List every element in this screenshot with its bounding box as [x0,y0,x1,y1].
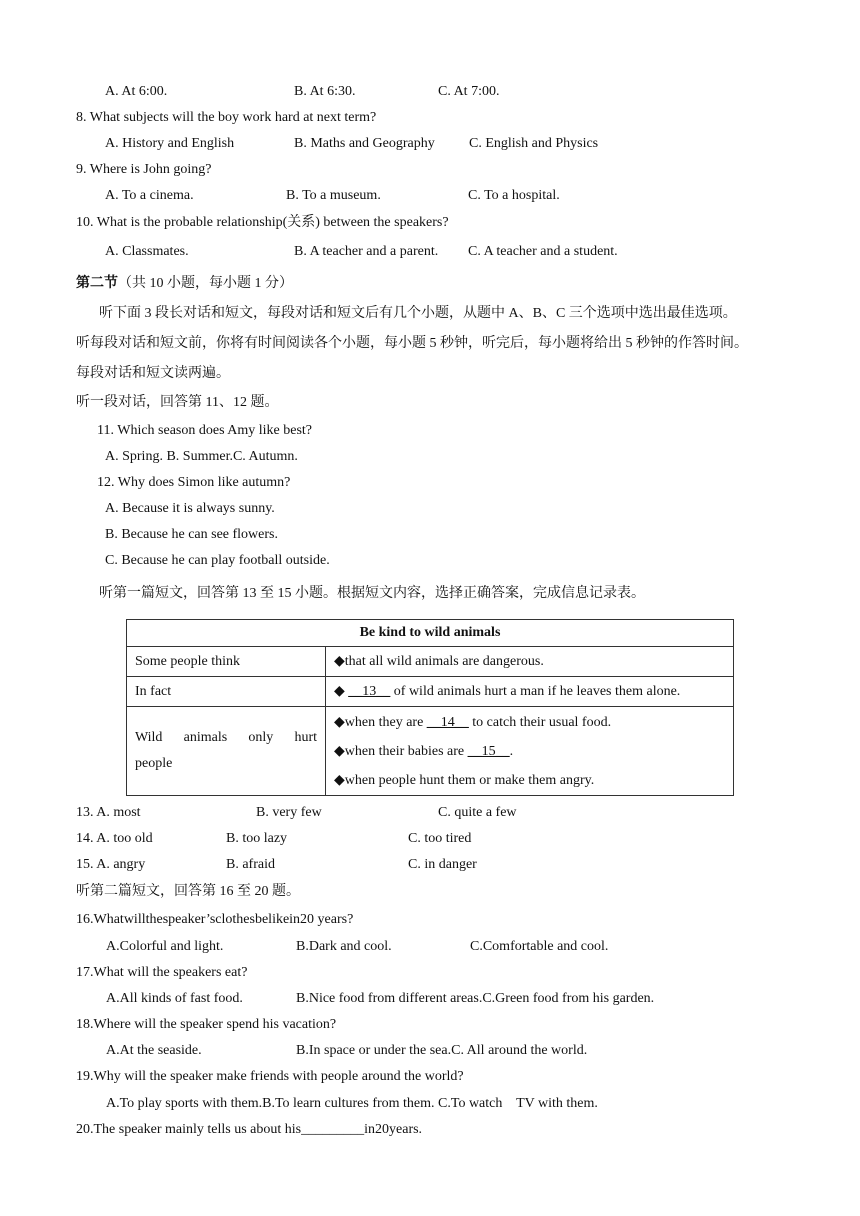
section-heading [76,276,293,292]
row2-bullet: ◆ [334,684,349,699]
q8-question: 8. What subjects will the boy work hard at next term? [76,110,377,125]
q16-option-c: C.Comfortable and cool. [470,939,609,954]
q14-option-c: C. too tired [408,831,472,846]
table-row3-value [326,707,734,796]
q12-question: 12. Why does Simon like autumn? [97,475,291,490]
q13-option-a: 13. A. most [76,805,141,820]
q19-question: 19.Why will the speaker make friends with people around the world? [76,1069,464,1084]
q7-option-b: B. At 6:30. [294,84,356,99]
instruction-line-1: 听下面 3 段长对话和短文，每段对话和短文后有几个小题，从题中 A、B、C 三个选项中选出最佳选项。 [99,306,737,321]
row3-b2-post: . [509,743,514,759]
row3-b1-post: to catch their usual food. [468,714,612,730]
q14-option-a: 14. A. too old [76,831,153,846]
q9-question: 9. Where is John going? [76,162,212,177]
row3-word-2: animals [183,730,228,745]
q16-question: 16.Whatwillthespeaker’sclothesbelikein20 years? [76,912,354,927]
q12-option-a: A. Because it is always sunny. [105,501,275,516]
q11-question: 11. Which season does Amy like best? [97,423,313,438]
row3-word-1: Wild [135,730,163,745]
q9-option-a: A. To a cinema. [105,188,194,203]
q10-option-a: A. Classmates. [105,244,189,259]
q17-option-bc: B.Nice food from different areas.C.Green food from his garden. [296,991,655,1006]
table-row1-value: ◆that all wild animals are dangerous. [326,647,734,677]
row3-label-line1 [135,725,317,751]
table-row2-label: In fact [127,677,326,707]
q12-option-b: B. Because he can see flowers. [105,527,278,542]
q17-option-a: A.All kinds of fast food. [106,991,243,1006]
q7-option-c: C. At 7:00. [438,84,500,99]
row3-label-line2: people [135,756,173,771]
q18-option-bc: B.In space or under the sea.C. All around the world. [296,1043,588,1058]
row3-word-3: only [248,730,274,745]
row3-bullet-1 [334,708,725,737]
q8-option-c: C. English and Physics [469,136,599,151]
q7-option-a: A. At 6:00. [105,84,168,99]
blank-15: __15__ [467,743,510,759]
q10-option-c: C. A teacher and a student. [468,244,618,259]
q9-option-b: B. To a museum. [286,188,381,203]
row3-b2-pre: ◆when their babies are [334,743,468,759]
q15-option-a: 15. A. angry [76,857,146,872]
passage2-intro: 听第二篇短文，回答第 16 至 20 题。 [76,884,300,899]
row2-text: of wild animals hurt a man if he leaves them alone. [390,684,681,699]
q16-option-b: B.Dark and cool. [296,939,392,954]
q8-option-b: B. Maths and Geography [294,136,435,151]
q15-option-b: B. afraid [226,857,275,872]
info-record-table [126,619,734,796]
q18-question: 18.Where will the speaker spend his vacation? [76,1017,337,1032]
row3-word-4: hurt [294,730,317,745]
table-row1-label: Some people think [127,647,326,677]
table-row2-value [326,677,734,707]
passage1-intro: 听第一篇短文，回答第 13 至 15 小题。根据短文内容，选择正确答案，完成信息记录表。 [99,586,645,601]
table-row3-label [127,707,326,796]
q13-option-b: B. very few [256,805,322,820]
blank-13: __13__ [348,684,391,699]
q14-option-b: B. too lazy [226,831,288,846]
q12-option-c: C. Because he can play football outside. [105,553,330,568]
row3-bullet-3: ◆when people hunt them or make them angry. [334,772,595,788]
q11-options: A. Spring. B. Summer.C. Autumn. [105,449,298,464]
instruction-line-3: 每段对话和短文读两遍。 [76,366,230,381]
dialog-intro: 听一段对话，回答第 11、12 题。 [76,395,279,410]
q17-question: 17.What will the speakers eat? [76,965,248,980]
q9-option-c: C. To a hospital. [468,188,560,203]
q19-options: A.To play sports with them.B.To learn cultures from them. C.To watch TV with them. [106,1096,598,1111]
section-heading-title: 第二节 [76,276,118,291]
row3-bullet-2 [334,737,725,766]
section-heading-note: （共 10 小题，每小题 1 分） [118,276,293,291]
instruction-line-2: 听每段对话和短文前，你将有时间阅读各个小题，每小题 5 秒钟，听完后，每小题将给出 5 秒钟的作答时间。 [76,336,748,351]
q13-option-c: C. quite a few [438,805,517,820]
table-title: Be kind to wild animals [127,620,734,647]
q10-question: 10. What is the probable relationship(关系) between the speakers? [76,215,449,230]
q20-question: 20.The speaker mainly tells us about his_________in20years. [76,1122,423,1137]
q18-option-a: A.At the seaside. [106,1043,202,1058]
blank-14: __14__ [426,714,469,730]
q15-option-c: C. in danger [408,857,477,872]
row3-b1-pre: ◆when they are [334,714,427,730]
q16-option-a: A.Colorful and light. [106,939,224,954]
q10-option-b: B. A teacher and a parent. [294,244,439,259]
q8-option-a: A. History and English [105,136,235,151]
